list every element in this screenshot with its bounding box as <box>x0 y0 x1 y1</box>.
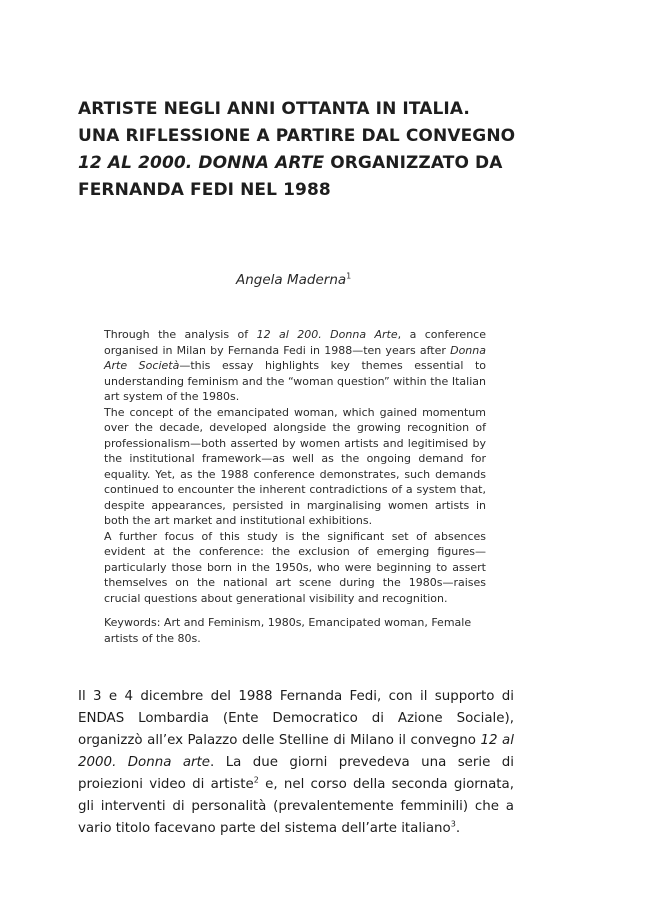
article-title <box>78 96 558 204</box>
abstract-paragraph-3: A further focus of this study is the significant set of absences evident at the conference: the exclusion of emerging figures—particularly those born in the 1950s, who were beginning to assert themselves on the national art scene during the 1980s—raises crucial questions about generational visibility and recognition. <box>104 529 486 605</box>
body-text-run: Il 3 e 4 dicembre del 1988 Fernanda Fedi, con il supporto di ENDAS Lombardia (Ente Democratico di Azione Sociale), organizzò all’ex Palazzo delle Stelline di Milano il convegno <box>78 689 514 748</box>
author-name-text: Angela Maderna <box>236 272 347 288</box>
abstract-italic-title: Donna Arte Società <box>104 343 486 372</box>
title-line-3 <box>78 150 558 177</box>
body-paragraph-1 <box>78 686 514 840</box>
body-text-run: . La due giorni prevedeva una serie di proiezioni video di artiste <box>78 755 514 792</box>
author-name <box>236 272 351 288</box>
abstract <box>104 327 486 646</box>
title-line-2: UNA RIFLESSIONE A PARTIRE DAL CONVEGNO <box>78 126 516 146</box>
abstract-paragraph-1 <box>104 327 486 405</box>
abstract-text: Through the analysis of <box>104 328 257 341</box>
abstract-italic-title: 12 al 200. Donna Arte <box>256 328 398 341</box>
footnote-ref-3[interactable]: 3 <box>450 819 456 829</box>
title-line-3-rest: ORGANIZZATO DA <box>324 153 503 173</box>
body-text-run: e, nel corso della seconda giornata, gli interventi di personalità (prevalentemente femminili) che a vario titolo facevano parte del sistema dell’arte italiano <box>78 777 514 836</box>
body-text-run: . <box>455 821 461 836</box>
title-line-1: ARTISTE NEGLI ANNI OTTANTA IN ITALIA. <box>78 99 470 119</box>
keywords: Keywords: Art and Feminism, 1980s, Emancipated woman, Female artists of the 80s. <box>104 616 472 645</box>
title-line-4: FERNANDA FEDI NEL 1988 <box>78 180 331 200</box>
abstract-text: , a conference organised in Milan by Fernanda Fedi in 1988—ten years after <box>104 328 486 357</box>
body-text <box>78 686 514 840</box>
abstract-text: —this essay highlights key themes essential to understanding feminism and the “woman question” within the Italian art system of the 1980s. <box>104 359 486 403</box>
abstract-paragraph-2: The concept of the emancipated woman, which gained momentum over the decade, developed alongside the growing recognition of professionalism—both asserted by women artists and legitimised by the institutional framework—as well as the ongoing demand for equality. Yet, as the 1988 conference demonstrates, such demands continued to encounter the inherent contradictions of a system that, despite appearances, persisted in marginalising women artists in both the art market and institutional exhibitions. <box>104 405 486 527</box>
title-conference-name: 12 AL 2000. DONNA ARTE <box>78 153 325 173</box>
author-footnote-ref[interactable]: 1 <box>346 271 352 281</box>
body-italic-title: 12 al 2000. Donna arte <box>78 733 514 770</box>
footnote-ref-2[interactable]: 2 <box>253 775 259 785</box>
